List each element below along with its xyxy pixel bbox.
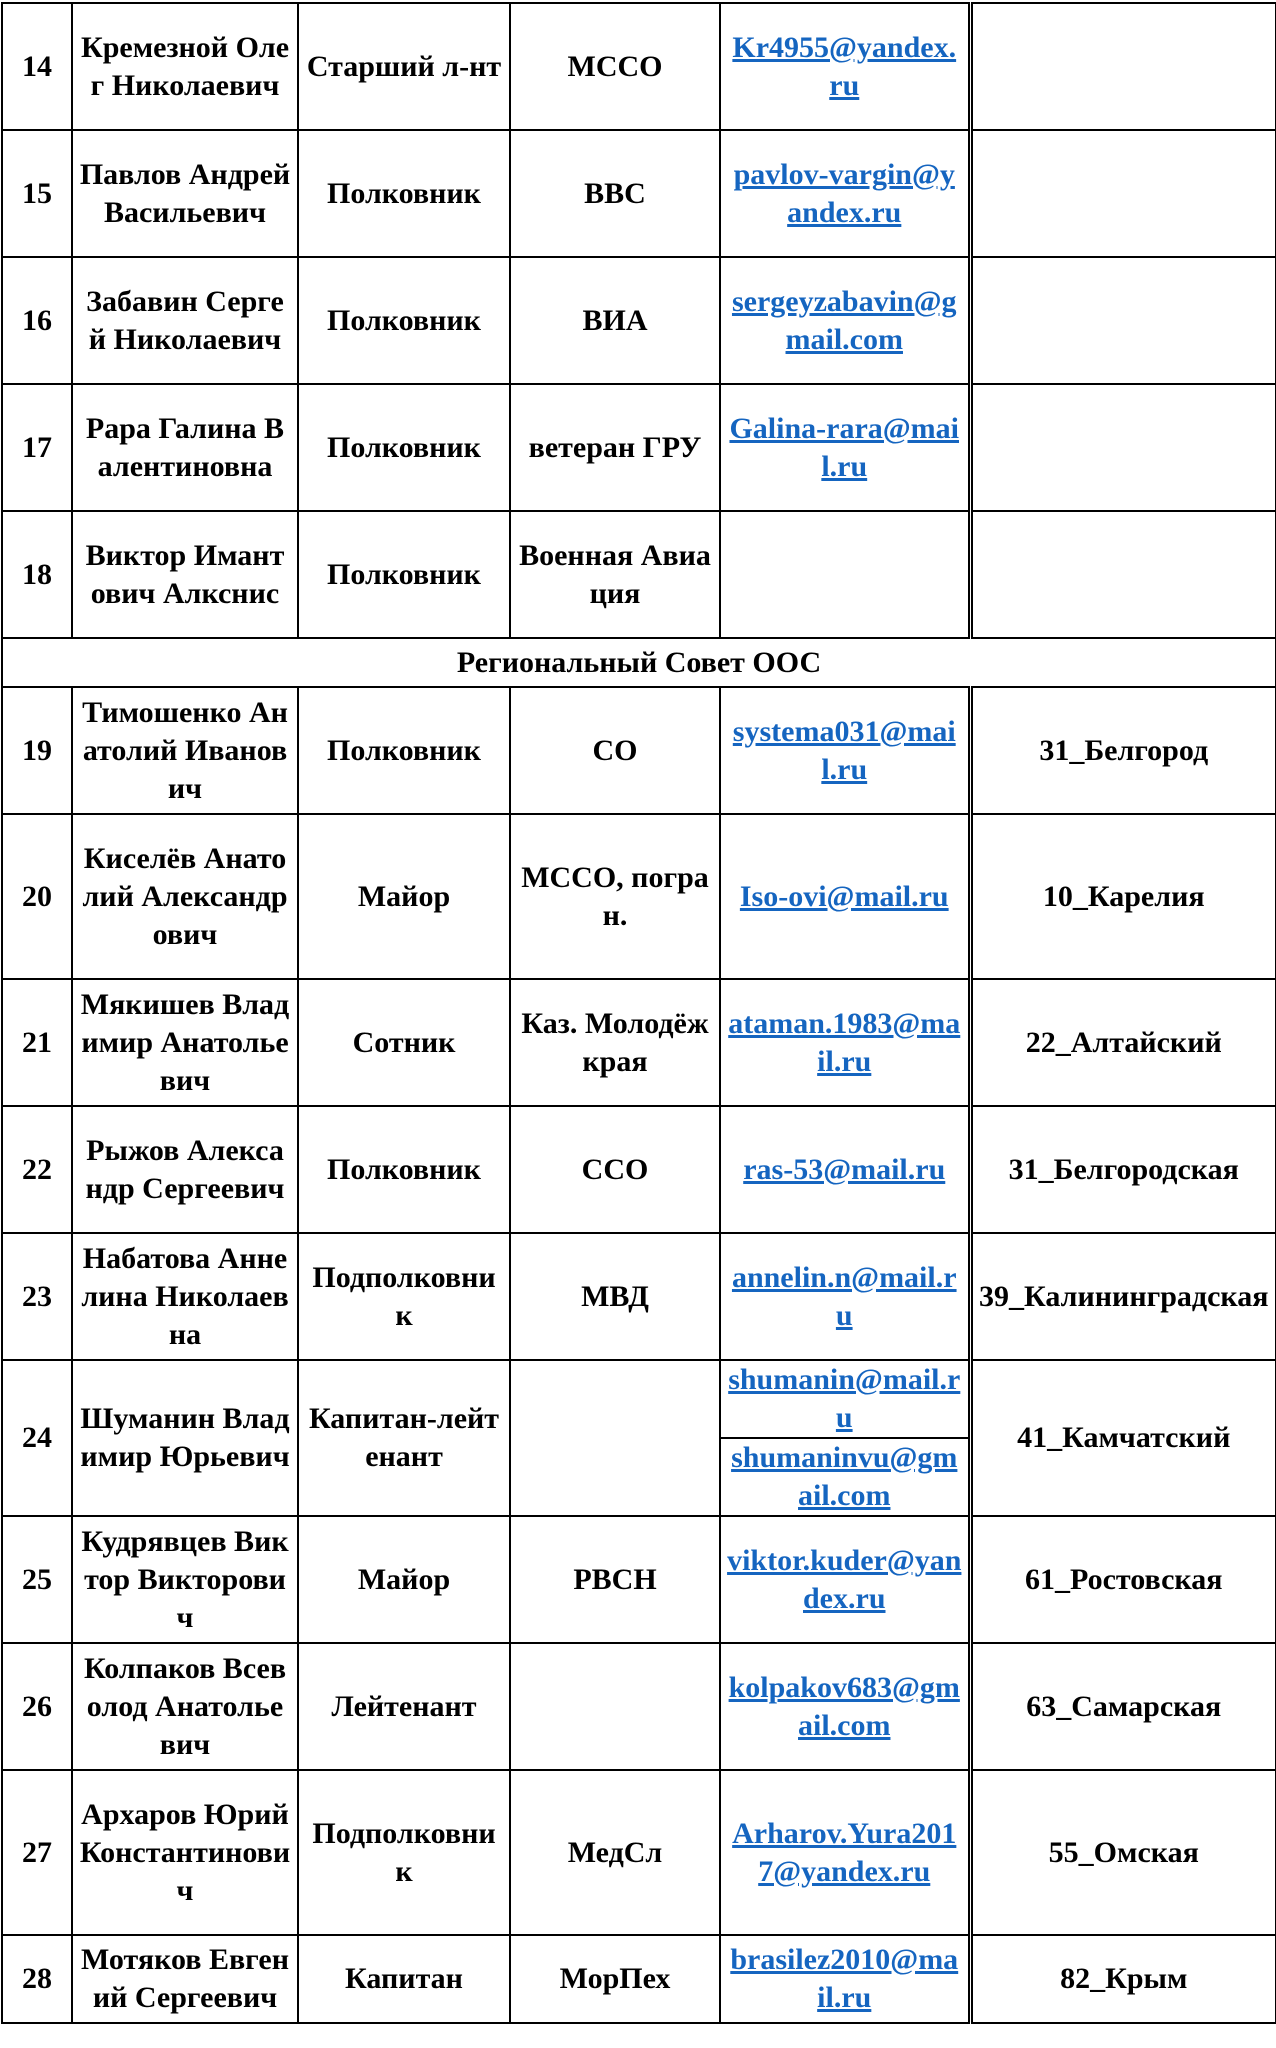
email-cell (720, 257, 970, 384)
person-name: Забавин Сергей Николаевич (72, 257, 298, 384)
region (970, 511, 1276, 638)
row-number: 24 (2, 1360, 72, 1516)
email-link[interactable]: Iso-ovi@mail.ru (739, 879, 949, 913)
row-number: 27 (2, 1770, 72, 1935)
email-cell (720, 384, 970, 511)
military-rank: Полковник (298, 130, 510, 257)
military-rank: Майор (298, 1516, 510, 1643)
person-name: Колпаков Всеволод Анатольевич (72, 1643, 298, 1770)
table-row (2, 1643, 1276, 1770)
table-row (2, 1360, 1276, 1516)
region: 31_Белгородская (970, 1106, 1276, 1233)
person-name: Мякишев Владимир Анатольевич (72, 979, 298, 1106)
row-number: 16 (2, 257, 72, 384)
email-link[interactable]: shumanin@mail.ru (728, 1363, 961, 1434)
person-name: Мотяков Евгений Сергеевич (72, 1935, 298, 2023)
region: 31_Белгород (970, 687, 1276, 814)
region: 63_Самарская (970, 1643, 1276, 1770)
service-branch: МедСл (510, 1770, 720, 1935)
table-row (2, 1516, 1276, 1643)
service-branch: Каз. Молодёж края (510, 979, 720, 1106)
email-link[interactable]: systema031@mail.ru (732, 714, 956, 786)
service-branch: МССО (510, 3, 720, 130)
contacts-table (1, 2, 1276, 2024)
email-link[interactable]: kolpakov683@gmail.com (728, 1670, 960, 1742)
military-rank: Полковник (298, 1106, 510, 1233)
email-link[interactable]: pavlov-vargin@yandex.ru (733, 157, 955, 229)
row-number: 17 (2, 384, 72, 511)
service-branch: РВСН (510, 1516, 720, 1643)
service-branch: ветеран ГРУ (510, 384, 720, 511)
table-row (2, 1770, 1276, 1935)
email-cell (720, 1935, 970, 2023)
email-cell (720, 130, 970, 257)
email-link[interactable]: brasilez2010@mail.ru (730, 1943, 959, 2014)
row-number: 23 (2, 1233, 72, 1360)
email-link[interactable]: sergeyzabavin@gmail.com (731, 284, 957, 356)
service-branch: ВИА (510, 257, 720, 384)
email-cell (720, 3, 970, 130)
region (970, 130, 1276, 257)
row-number: 14 (2, 3, 72, 130)
email-link[interactable]: Galina-rara@mail.ru (729, 411, 960, 483)
region: 55_Омская (970, 1770, 1276, 1935)
email-cell (720, 1360, 970, 1516)
email-cell (720, 979, 970, 1106)
region: 22_Алтайский (970, 979, 1276, 1106)
table-row (2, 1935, 1276, 2023)
table-row (2, 384, 1276, 511)
region (970, 257, 1276, 384)
table-row (2, 3, 1276, 130)
person-name: Кремезной Олег Николаевич (72, 3, 298, 130)
email-cell (720, 1643, 970, 1770)
email-link[interactable]: annelin.n@mail.ru (731, 1260, 957, 1332)
military-rank: Полковник (298, 257, 510, 384)
military-rank: Полковник (298, 384, 510, 511)
person-name: Архаров Юрий Константинович (72, 1770, 298, 1935)
service-branch: МорПех (510, 1935, 720, 2023)
email-link[interactable]: Kr4955@yandex.ru (732, 30, 957, 102)
military-rank: Подполковник (298, 1770, 510, 1935)
row-number: 22 (2, 1106, 72, 1233)
region: 10_Карелия (970, 814, 1276, 979)
service-branch: ССО (510, 1106, 720, 1233)
military-rank: Старший л-нт (298, 3, 510, 130)
military-rank: Полковник (298, 511, 510, 638)
person-name: Тимошенко Анатолий Иванович (72, 687, 298, 814)
region (970, 3, 1276, 130)
military-rank: Сотник (298, 979, 510, 1106)
person-name: Киселёв Анатолий Александрович (72, 814, 298, 979)
email-subcell (721, 1437, 968, 1515)
person-name: Павлов Андрей Васильевич (72, 130, 298, 257)
row-number: 26 (2, 1643, 72, 1770)
email-subcell (721, 1361, 968, 1437)
email-link[interactable]: Arharov.Yura2017@yandex.ru (732, 1816, 957, 1888)
email-link[interactable]: viktor.kuder@yandex.ru (727, 1543, 962, 1615)
table-row (2, 511, 1276, 638)
row-number: 19 (2, 687, 72, 814)
email-cell (720, 1233, 970, 1360)
region: 61_Ростовская (970, 1516, 1276, 1643)
region: 82_Крым (970, 1935, 1276, 2023)
email-cell (720, 1516, 970, 1643)
person-name: Кудрявцев Виктор Викторович (72, 1516, 298, 1643)
person-name: Рара Галина Валентиновна (72, 384, 298, 511)
person-name: Виктор Имантович Алкснис (72, 511, 298, 638)
military-rank: Капитан (298, 1935, 510, 2023)
table-row (2, 1233, 1276, 1360)
table-row (2, 257, 1276, 384)
email-cell (720, 1106, 970, 1233)
email-link[interactable]: ras-53@mail.ru (743, 1152, 946, 1186)
row-number: 21 (2, 979, 72, 1106)
military-rank: Капитан-лейтенант (298, 1360, 510, 1516)
military-rank: Лейтенант (298, 1643, 510, 1770)
email-cell (720, 814, 970, 979)
military-rank: Подполковник (298, 1233, 510, 1360)
section-header: Региональный Совет ООС (2, 638, 1276, 687)
service-branch: МВД (510, 1233, 720, 1360)
service-branch: СО (510, 687, 720, 814)
service-branch (510, 1643, 720, 1770)
table-row (2, 1106, 1276, 1233)
region (970, 384, 1276, 511)
table-row (2, 979, 1276, 1106)
section-header-row (2, 638, 1276, 687)
military-rank: Майор (298, 814, 510, 979)
row-number: 20 (2, 814, 72, 979)
row-number: 18 (2, 511, 72, 638)
email-cell (720, 687, 970, 814)
military-rank: Полковник (298, 687, 510, 814)
person-name: Набатова Аннелина Николаевна (72, 1233, 298, 1360)
service-branch: МССО, погран. (510, 814, 720, 979)
service-branch: Военная Авиация (510, 511, 720, 638)
person-name: Рыжов Александр Сергеевич (72, 1106, 298, 1233)
table-row (2, 814, 1276, 979)
email-cell (720, 511, 970, 638)
region: 41_Камчатский (970, 1360, 1276, 1516)
row-number: 25 (2, 1516, 72, 1643)
email-link[interactable]: ataman.1983@mail.ru (728, 1006, 961, 1078)
email-link[interactable]: shumaninvu@gmail.com (731, 1441, 958, 1512)
region: 39_Калининградская (970, 1233, 1276, 1360)
table-row (2, 687, 1276, 814)
service-branch: ВВС (510, 130, 720, 257)
row-number: 28 (2, 1935, 72, 2023)
person-name: Шуманин Владимир Юрьевич (72, 1360, 298, 1516)
email-cell (720, 1770, 970, 1935)
service-branch (510, 1360, 720, 1516)
table-row (2, 130, 1276, 257)
row-number: 15 (2, 130, 72, 257)
